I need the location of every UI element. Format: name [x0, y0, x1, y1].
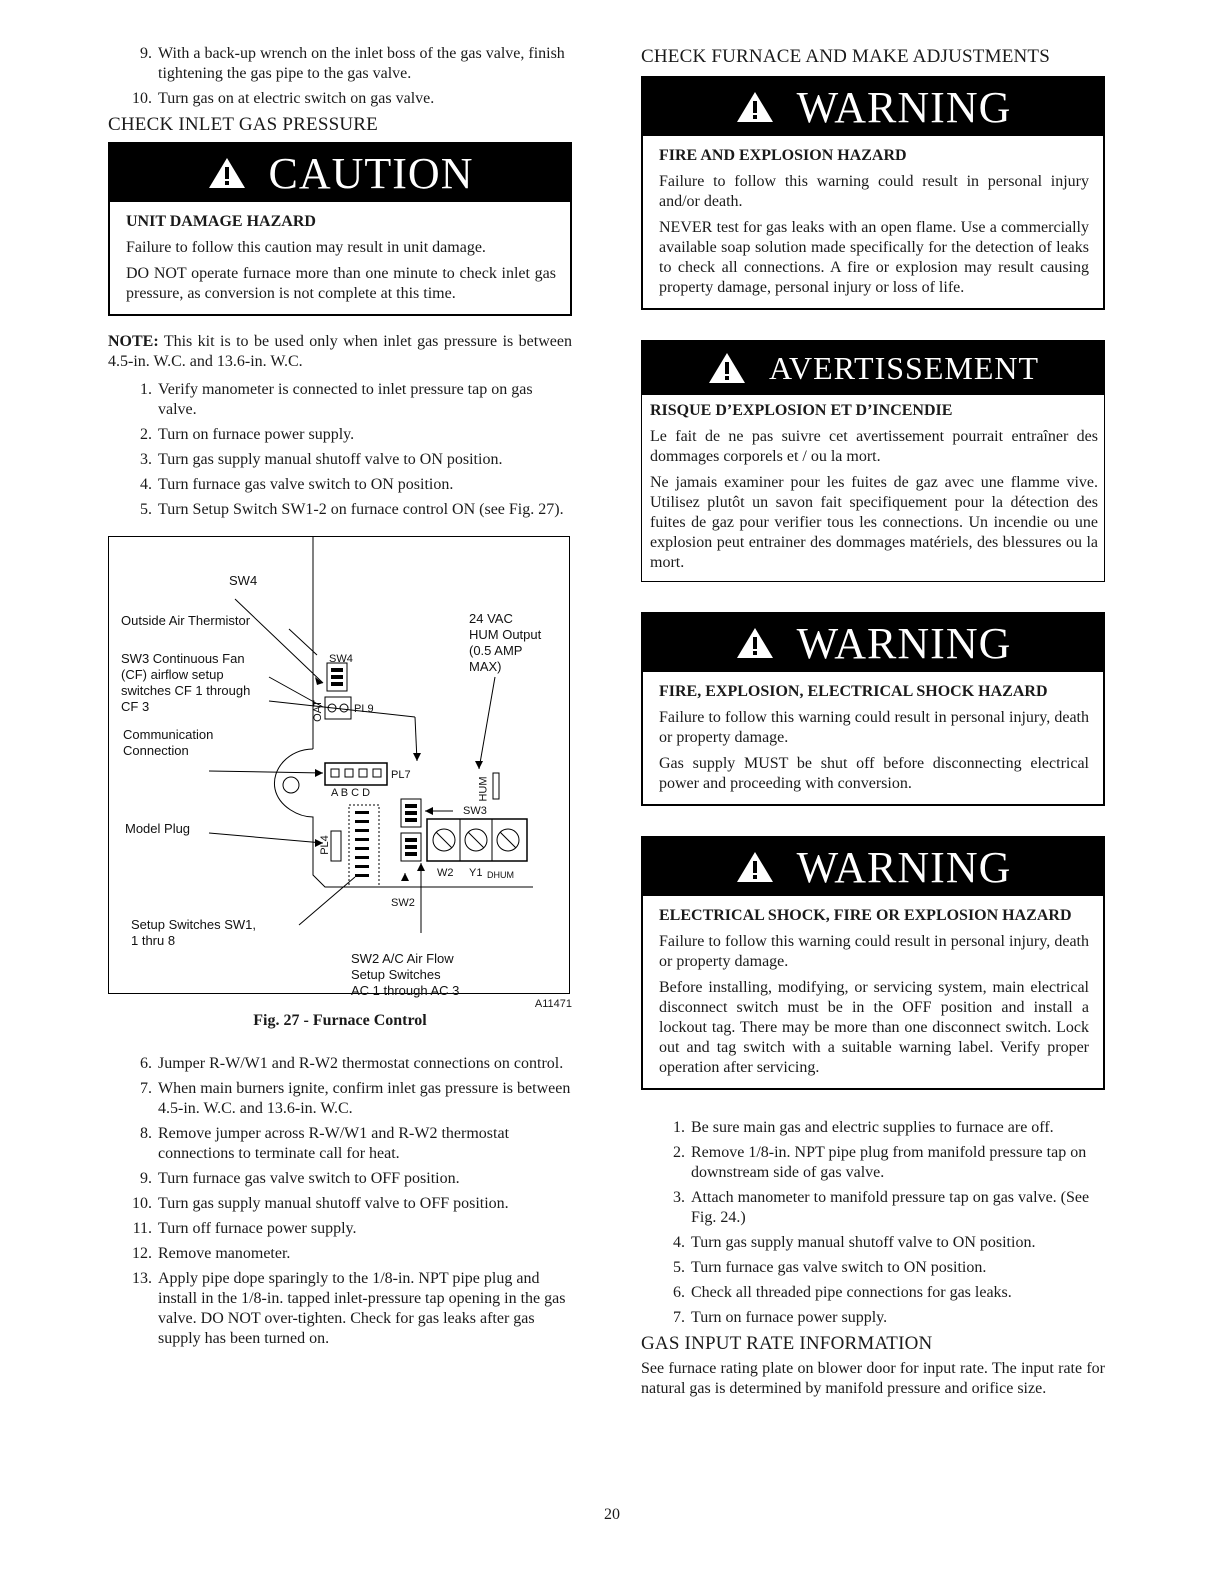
warning-triangle-icon: [207, 156, 247, 190]
list-item: 4. Turn furnace gas valve switch to ON position.: [140, 476, 454, 493]
warning-triangle-icon: [735, 850, 775, 884]
y1-label: Y1: [469, 867, 483, 879]
figure-code: A11471: [534, 998, 572, 1010]
warning-word: WARNING: [796, 842, 1012, 892]
gas-input-text: See furnace rating plate on blower door for input rate. The input rate for natural gas is determined by manifold pressure and orifice size.: [641, 1360, 1105, 1397]
list-item: 7. Turn on furnace power supply.: [673, 1309, 888, 1326]
oat-board-label: OAT: [311, 700, 324, 722]
page-number: 20: [604, 1506, 620, 1523]
avertissement-word: AVERTISSEMENT: [768, 349, 1040, 386]
warning-box-1: [641, 76, 1105, 310]
steps-a-list: [108, 380, 572, 520]
sw4-board-label: SW4: [329, 653, 353, 665]
inlet-gas-heading: CHECK INLET GAS PRESSURE: [108, 114, 378, 135]
list-item: 9. Turn furnace gas valve switch to OFF position.: [140, 1170, 460, 1187]
list-item: 1. Be sure main gas and electric supplies to furnace are off.: [673, 1119, 1054, 1136]
gas-input-heading: GAS INPUT RATE INFORMATION: [641, 1333, 933, 1354]
vac-label: 24 VAC HUM Output (0.5 AMP MAX): [469, 611, 542, 674]
warning-triangle-icon: [707, 351, 747, 385]
list-item: 12. Remove manometer.: [132, 1245, 291, 1262]
warning-hazard-3: ELECTRICAL SHOCK, FIRE OR EXPLOSION HAZARD: [659, 907, 1072, 924]
list-item: 2. Remove 1/8-in. NPT pipe plug from manifold pressure tap on downstream side of gas valve.: [673, 1144, 1087, 1181]
caution-hazard: UNIT DAMAGE HAZARD: [126, 213, 316, 230]
sw2-desc-label: SW2 A/C Air Flow Setup Switches AC 1 through AC 3: [351, 951, 460, 998]
warning-2-p2: Gas supply MUST be shut off before disconnecting electrical power and proceeding with conversion.: [659, 755, 1089, 792]
list-item: 10. Turn gas supply manual shutoff valve to OFF position.: [132, 1195, 509, 1212]
oat-label: Outside Air Thermistor: [121, 613, 251, 628]
left-column: [108, 44, 572, 1354]
setup-switches-label: Setup Switches SW1, 1 thru 8: [131, 917, 256, 948]
warning-1-p2: NEVER test for gas leaks with an open flame. Use a commercially available soap solution made specifically for the detection of leaks to check all connections. A fire or explosion may result causing property damage, personal injury or loss of life.: [659, 219, 1089, 296]
comm-label: Communication Connection: [123, 727, 214, 758]
list-item: 11. Turn off furnace power supply.: [132, 1220, 357, 1237]
abcd-label: A B C D: [331, 787, 371, 799]
warning-3-p1: Failure to follow this warning could result in personal injury, death or property damage.: [659, 933, 1089, 970]
furnace-control-figure: [108, 536, 570, 998]
caution-p1: Failure to follow this caution may result in unit damage.: [126, 239, 486, 256]
right-column: [641, 44, 1105, 1399]
avertissement-p1: Le fait de ne pas suivre cet avertissement pourrait entraîner des dommages corporels et / ou la mort.: [650, 428, 1098, 465]
caution-p2: DO NOT operate furnace more than one minute to check inlet gas pressure, as conversion is not complete at this time.: [126, 265, 556, 302]
list-item: 5. Turn Setup Switch SW1-2 on furnace control ON (see Fig. 27).: [140, 501, 564, 518]
hum-label: HUM: [477, 776, 490, 802]
sw2-board-label: SW2: [391, 897, 415, 909]
check-furnace-heading: CHECK FURNACE AND MAKE ADJUSTMENTS: [641, 46, 1051, 67]
note: [108, 332, 572, 372]
right-steps-list: [641, 1118, 1105, 1328]
note-label: NOTE:: [108, 333, 159, 350]
warning-triangle-icon: [735, 626, 775, 660]
list-item: 5. Turn furnace gas valve switch to ON position.: [673, 1259, 987, 1276]
avertissement-banner: [642, 341, 1104, 395]
list-item: 3. Attach manometer to manifold pressure tap on gas valve. (See Fig. 24.): [673, 1189, 1090, 1226]
list-item: 4. Turn gas supply manual shutoff valve to ON position.: [673, 1234, 1036, 1251]
warning-banner-1: [643, 78, 1103, 136]
list-item: 2. Turn on furnace power supply.: [140, 426, 355, 443]
note-text: This kit is to be used only when inlet gas pressure is between 4.5-in. W.C. and 13.6-in. W.C.: [108, 333, 572, 370]
warning-word: WARNING: [796, 618, 1012, 668]
sw3-board-label: SW3: [463, 805, 487, 817]
caution-body: [110, 202, 570, 314]
list-item: 8. Remove jumper across R-W/W1 and R-W2 thermostat connections to terminate call for heat.: [140, 1125, 510, 1162]
list-item: 9. With a back-up wrench on the inlet boss of the gas valve, finish tightening the gas pipe to the gas valve.: [140, 45, 565, 82]
list-item: 10. Turn gas on at electric switch on gas valve.: [132, 90, 435, 107]
warning-box-3: [641, 836, 1105, 1090]
steps-b-list: [108, 1054, 572, 1349]
warning-body-1: [643, 136, 1103, 308]
pl9-label: PL9: [354, 703, 374, 715]
warning-box-2: [641, 612, 1105, 806]
warning-body-2: [643, 672, 1103, 804]
warning-hazard-1: FIRE AND EXPLOSION HAZARD: [659, 147, 907, 164]
warning-banner-2: [643, 614, 1103, 672]
warning-3-p2: Before installing, modifying, or servicing system, main electrical disconnect switch must be in the OFF position and install a lockout tag. There may be more than one disconnect switch. Lock out and tag switch with a suitable warning label. Verify proper operation after servicing.: [659, 979, 1089, 1076]
w2-label: W2: [437, 867, 454, 879]
pl4-label: PL4: [318, 835, 331, 855]
pl7-label: PL7: [391, 769, 411, 781]
list-item: 6. Check all threaded pipe connections for gas leaks.: [673, 1284, 1012, 1301]
list-item: 7. When main burners ignite, confirm inlet gas pressure is between 4.5-in. W.C. and 13.6-in. W.C.: [140, 1080, 571, 1117]
figure-caption: Fig. 27 - Furnace Control: [253, 1012, 427, 1029]
avertissement-hazard: RISQUE D’EXPLOSION ET D’INCENDIE: [650, 402, 953, 419]
warning-word: WARNING: [796, 82, 1012, 132]
caution-box: [108, 142, 572, 316]
avertissement-box: [641, 340, 1105, 582]
warning-2-p1: Failure to follow this warning could result in personal injury, death or property damage.: [659, 709, 1089, 746]
warning-1-p1: Failure to follow this warning could result in personal injury and/or death.: [659, 173, 1089, 210]
dhum-label: DHUM: [487, 870, 514, 880]
steps-top-list: [108, 44, 572, 109]
warning-banner-3: [643, 838, 1103, 896]
warning-hazard-2: FIRE, EXPLOSION, ELECTRICAL SHOCK HAZARD: [659, 683, 1048, 700]
list-item: 6. Jumper R-W/W1 and R-W2 thermostat connections on control.: [140, 1055, 564, 1072]
sw4-label: SW4: [229, 573, 258, 588]
model-plug-label: Model Plug: [125, 821, 191, 836]
warning-triangle-icon: [735, 90, 775, 124]
list-item: 13. Apply pipe dope sparingly to the 1/8-in. NPT pipe plug and install in the 1/8-in. tapped inlet-pressure tap opening in the gas valve. DO NOT over-tighten. Check for gas leaks after gas supply has been turned on.: [132, 1270, 566, 1347]
caution-banner: [110, 144, 570, 202]
avertissement-p2: Ne jamais examiner pour les fuites de gaz avec une flamme vive. Utilisez plutôt un savon fait specifiquement pour la détection des fuites de gaz pour verifier tous les connections. Un incendie ou une explosion peut entrainer des dommages matériels, des blessures ou la mort.: [650, 474, 1098, 571]
caution-word: CAUTION: [268, 148, 474, 198]
sw3-label: SW3 Continuous Fan (CF) airflow setup switches CF 1 through CF 3: [121, 651, 251, 714]
list-item: 3. Turn gas supply manual shutoff valve to ON position.: [140, 451, 503, 468]
avertissement-body: [642, 395, 1104, 581]
warning-body-3: [643, 896, 1103, 1088]
list-item: 1. Verify manometer is connected to inlet pressure tap on gas valve.: [140, 381, 533, 418]
